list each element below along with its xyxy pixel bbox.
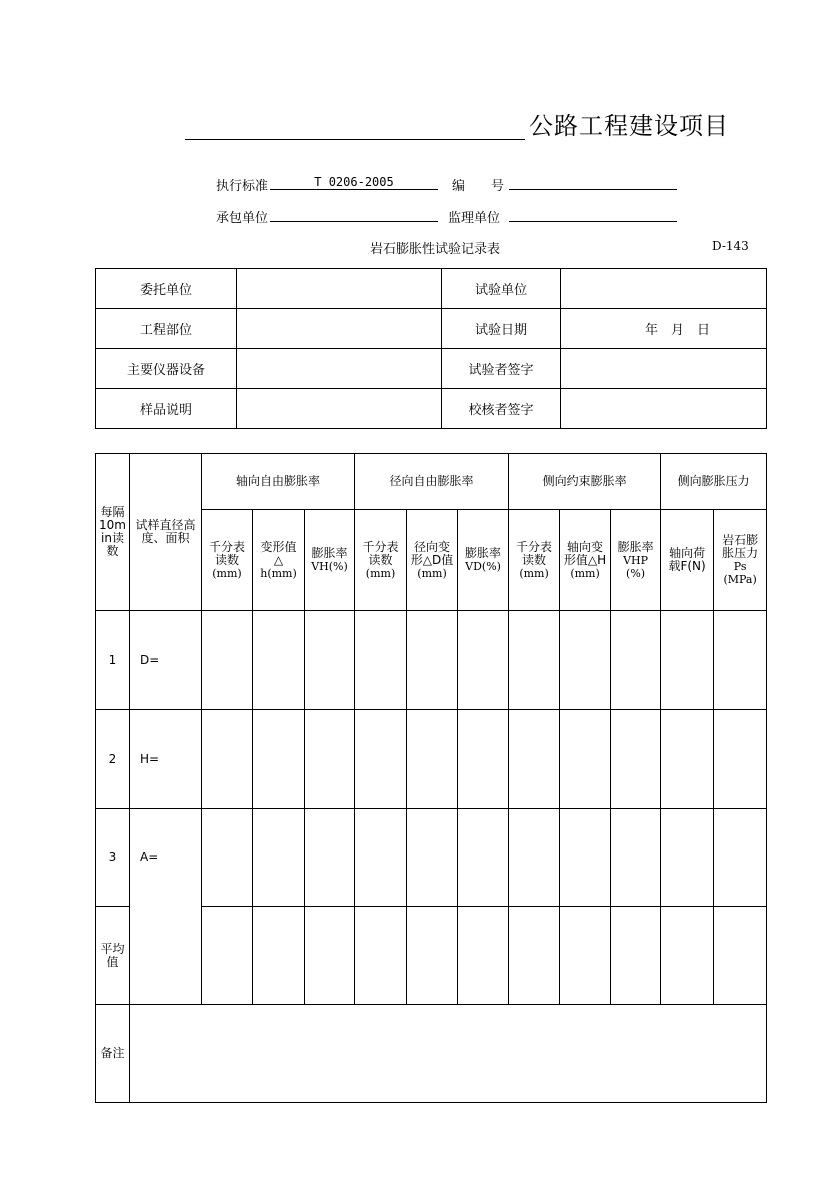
- data-cell[interactable]: [407, 809, 458, 907]
- data-cell[interactable]: [407, 611, 458, 710]
- axial-free-expansion-header: 轴向自由膨胀率: [202, 454, 355, 510]
- data-cell[interactable]: [407, 710, 458, 809]
- form-number: D-143: [712, 239, 749, 253]
- contractor-label: 承包单位: [216, 211, 269, 226]
- data-cell[interactable]: [458, 710, 509, 809]
- data-cell[interactable]: [560, 907, 611, 1005]
- data-cell[interactable]: [355, 611, 407, 710]
- radial-rate-header: [458, 510, 509, 611]
- data-cell[interactable]: [714, 611, 767, 710]
- axial-deformation-unit: h(mm): [260, 566, 297, 580]
- lateral-axial-deformation-unit: (mm): [570, 566, 600, 580]
- test-date-label: 试验日期: [442, 309, 561, 349]
- table-row: [96, 907, 767, 1005]
- data-cell[interactable]: [560, 611, 611, 710]
- lateral-constrained-expansion-header: 侧向约束膨胀率: [509, 454, 661, 510]
- instrument-label: 主要仪器设备: [96, 349, 237, 389]
- radial-deformation-header: [407, 510, 458, 611]
- form-title: 岩石膨胀性试验记录表: [370, 242, 501, 257]
- rock-pressure-header: [714, 510, 767, 611]
- axial-load-header: [661, 510, 714, 611]
- data-cell[interactable]: [253, 710, 305, 809]
- data-cell[interactable]: [611, 809, 661, 907]
- lateral-dial-reading-unit: (mm): [519, 566, 549, 580]
- test-unit-label: 试验单位: [442, 269, 561, 309]
- data-cell[interactable]: [509, 611, 560, 710]
- sample-desc-label: 样品说明: [96, 389, 237, 429]
- data-cell[interactable]: [202, 809, 253, 907]
- axial-rate-header: [305, 510, 355, 611]
- data-cell[interactable]: [253, 611, 305, 710]
- test-date-field[interactable]: 年 月 日: [561, 309, 767, 349]
- supervisor-field[interactable]: [509, 207, 677, 222]
- rock-pressure-symbol: Ps: [733, 560, 747, 573]
- data-cell[interactable]: [458, 809, 509, 907]
- code-label: 编 号: [452, 179, 505, 194]
- data-cell[interactable]: [509, 907, 560, 1005]
- radial-dial-reading-header: [355, 510, 407, 611]
- data-cell[interactable]: [355, 710, 407, 809]
- interval-header: 每隔10min读数: [96, 454, 130, 611]
- radial-rate-unit: VD(%): [465, 560, 501, 573]
- data-cell[interactable]: [458, 907, 509, 1005]
- tester-sign-label: 试验者签字: [442, 349, 561, 389]
- row-index: 2: [96, 710, 130, 809]
- data-cell[interactable]: [611, 710, 661, 809]
- lateral-axial-deformation-label: 轴向变形值△H: [563, 539, 607, 567]
- data-cell[interactable]: [714, 907, 767, 1005]
- lateral-rate-header: [611, 510, 661, 611]
- remark-label: 备注: [96, 1005, 130, 1103]
- radial-deformation-unit: (mm): [417, 566, 447, 580]
- axial-dial-reading-unit: (mm): [212, 566, 242, 580]
- data-cell[interactable]: [202, 907, 253, 1005]
- data-cell[interactable]: [458, 611, 509, 710]
- instrument-field[interactable]: [237, 349, 442, 389]
- axial-dial-reading-header: [202, 510, 253, 611]
- row-index: 1: [96, 611, 130, 710]
- checker-sign-label: 校核者签字: [442, 389, 561, 429]
- table-row: [96, 710, 767, 809]
- data-cell[interactable]: [305, 809, 355, 907]
- project-part-field[interactable]: [237, 309, 442, 349]
- data-cell[interactable]: [202, 611, 253, 710]
- data-cell[interactable]: [202, 710, 253, 809]
- radial-dial-reading-label: 千分表读数: [362, 539, 399, 567]
- data-cell[interactable]: [661, 611, 714, 710]
- data-cell[interactable]: [305, 611, 355, 710]
- data-cell[interactable]: [509, 809, 560, 907]
- data-cell[interactable]: [611, 907, 661, 1005]
- tester-sign-field[interactable]: [561, 349, 767, 389]
- client-field[interactable]: [237, 269, 442, 309]
- data-cell[interactable]: [560, 809, 611, 907]
- data-cell[interactable]: [509, 710, 560, 809]
- data-cell[interactable]: [661, 907, 714, 1005]
- standard-field[interactable]: T 0206-2005: [270, 175, 438, 190]
- data-cell[interactable]: [661, 710, 714, 809]
- lateral-expansion-pressure-header: 侧向膨胀压力: [661, 454, 767, 510]
- data-cell[interactable]: [560, 710, 611, 809]
- lateral-rate-label: 膨胀率: [617, 539, 654, 554]
- lateral-dial-reading-header: [509, 510, 560, 611]
- data-cell[interactable]: [407, 907, 458, 1005]
- lateral-rate-percent: (%): [626, 566, 646, 580]
- data-cell[interactable]: [355, 809, 407, 907]
- table-row: [96, 809, 767, 907]
- data-cell[interactable]: [305, 907, 355, 1005]
- client-label: 委托单位: [96, 269, 237, 309]
- supervisor-label: 监理单位: [448, 211, 501, 226]
- axial-deformation-label: 变形值△: [260, 539, 297, 567]
- radial-dial-reading-unit: (mm): [365, 566, 396, 580]
- sample-size-header: 试样直径高度、面积: [130, 454, 202, 611]
- project-name-line: [185, 139, 525, 140]
- expansion-data-table: [95, 453, 767, 1103]
- rock-pressure-unit: (MPa): [723, 573, 757, 586]
- project-part-label: 工程部位: [96, 309, 237, 349]
- data-cell[interactable]: [611, 611, 661, 710]
- code-field[interactable]: [509, 175, 677, 190]
- sample-blank-cell: [130, 907, 202, 1005]
- axial-rate-unit: VH(%): [311, 560, 348, 573]
- checker-sign-field[interactable]: [561, 389, 767, 429]
- table-row: [96, 611, 767, 710]
- data-cell[interactable]: [253, 907, 305, 1005]
- sample-height-label: H=: [130, 710, 202, 809]
- lateral-rate-unit: VHP: [623, 553, 649, 567]
- data-cell[interactable]: [714, 809, 767, 907]
- standard-label: 执行标准: [216, 179, 269, 194]
- test-unit-field[interactable]: [561, 269, 767, 309]
- lateral-axial-deformation-header: [560, 510, 611, 611]
- radial-free-expansion-header: 径向自由膨胀率: [355, 454, 509, 510]
- remark-field[interactable]: [130, 1005, 767, 1103]
- data-cell[interactable]: [661, 809, 714, 907]
- average-label: 平均值: [96, 907, 130, 1005]
- sample-area-label: A=: [130, 809, 202, 907]
- lateral-dial-reading-label: 千分表读数: [516, 539, 553, 567]
- sample-desc-field[interactable]: [237, 389, 442, 429]
- row-index: 3: [96, 809, 130, 907]
- radial-deformation-label: 径向变形△D值: [410, 539, 454, 567]
- data-cell[interactable]: [355, 907, 407, 1005]
- sample-diameter-label: D=: [130, 611, 202, 710]
- contractor-field[interactable]: [270, 207, 438, 222]
- radial-rate-label: 膨胀率: [465, 546, 502, 560]
- axial-load-label: 轴向荷载F(N): [668, 546, 706, 573]
- data-cell[interactable]: [305, 710, 355, 809]
- axial-deformation-header: [253, 510, 305, 611]
- axial-rate-label: 膨胀率: [311, 546, 348, 560]
- remark-row: [96, 1005, 767, 1103]
- data-cell[interactable]: [253, 809, 305, 907]
- axial-dial-reading-label: 千分表读数: [208, 539, 245, 567]
- rock-pressure-label: 岩石膨胀压力: [722, 533, 759, 560]
- data-cell[interactable]: [714, 710, 767, 809]
- info-table: [95, 268, 767, 429]
- page-title: 公路工程建设项目: [529, 112, 729, 140]
